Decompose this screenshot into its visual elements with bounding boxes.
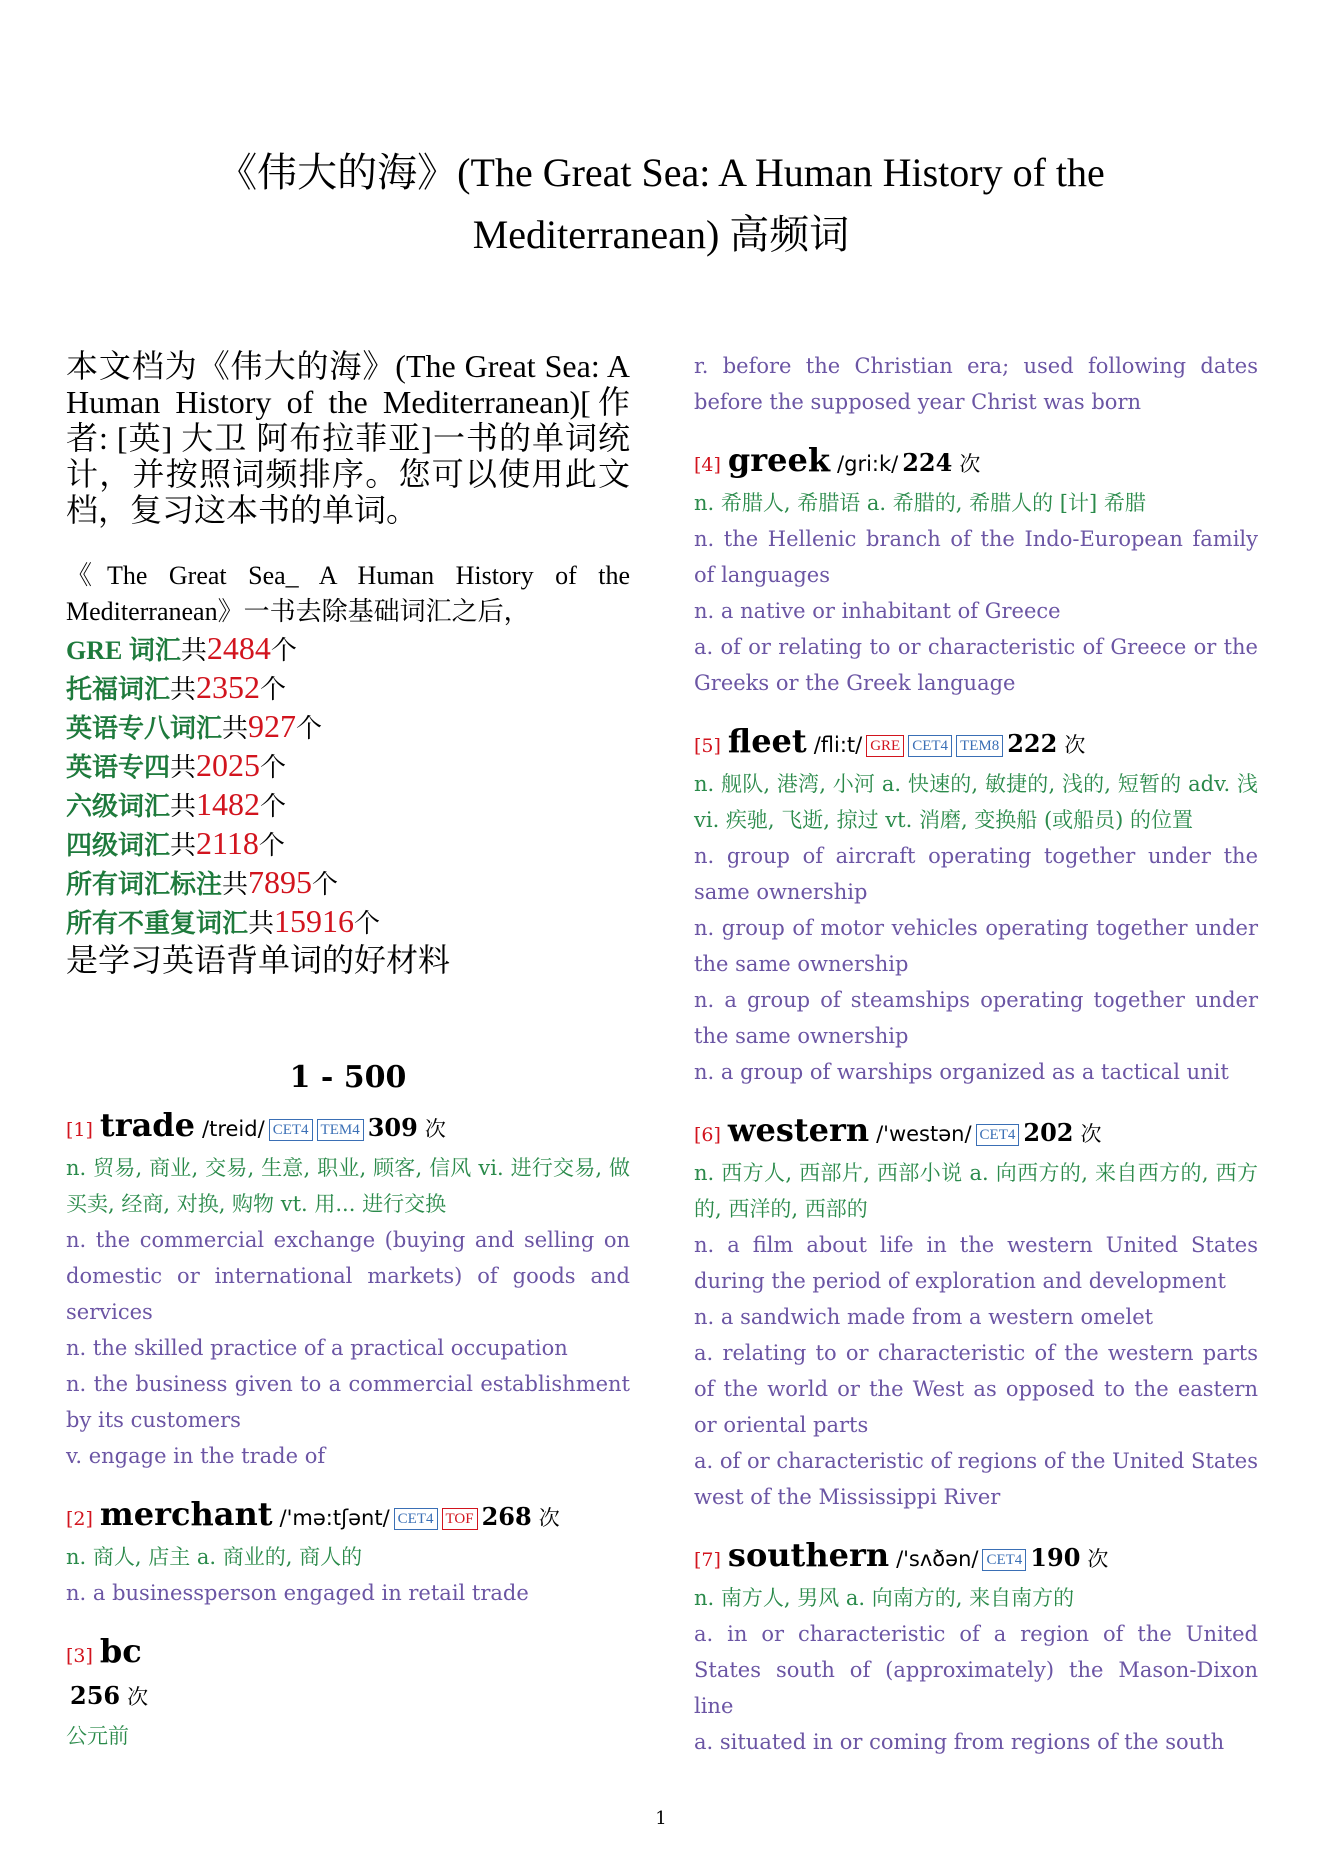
entry-count: 202 [1023,1118,1074,1147]
word-entry [694,1535,1258,1760]
stat-mid: 共 [180,636,207,665]
english-definition: a. relating to or characteristic of the western parts of the world or the West as opposed to the eastern or oriental parts [694,1341,1258,1437]
entry-count-unit: 次 [1087,1547,1109,1571]
english-definition: n. the business given to a commercial establishment by its customers [66,1372,630,1432]
stat-mid: 共 [170,831,197,860]
stat-unit: 个 [260,753,287,782]
right-entries [694,348,1258,1760]
word-entry [66,1105,630,1474]
entry-word: southern [727,1536,890,1574]
english-definition: n. group of aircraft operating together under the same ownership [694,844,1258,904]
stat-unit: 个 [354,909,381,938]
english-definition: a. of or relating to or characteristic of Greece or the Greeks or the Greek language [694,635,1258,695]
word-entry [694,721,1258,1090]
stat-row [66,786,630,825]
entry-head [66,1105,630,1150]
chinese-definition: n. 西方人, 西部片, 西部小说 a. 向西方的, 来自西方的, 西方的, 西洋的, 西部的 [694,1161,1258,1221]
entry-phonetic: /treid/ [202,1117,265,1141]
entry-word: merchant [99,1495,273,1533]
entry-word: trade [99,1106,196,1144]
english-definition: r. before the Christian era; used following dates before the supposed year Christ was born [694,354,1258,414]
english-definition: a. in or characteristic of a region of the United States south of (approximately) the Mason-Dixon line [694,1622,1258,1718]
level-tag: CET4 [269,1119,313,1141]
entry-count: 222 [1007,729,1058,758]
entry-count-unit: 次 [959,452,981,476]
entry-index: [2] [66,1508,93,1530]
entry-index: [3] [66,1645,93,1667]
level-tag: TEM8 [956,735,1003,757]
stat-row [66,747,630,786]
entry-head [694,1110,1258,1155]
title-line-1: 《伟大的海》(The Great Sea: A Human History of the [217,150,1105,195]
stat-number: 7895 [248,864,313,900]
word-entry [66,1494,630,1611]
stat-row [66,708,630,747]
intro-summary: 《The Great Sea_ A Human History of the Mediterranean》一书去除基础词汇之后， [66,561,630,626]
stat-unit: 个 [270,636,297,665]
english-definition: v. engage in the trade of [66,1444,326,1468]
chinese-definition: n. 舰队, 港湾, 小河 a. 快速的, 敏捷的, 浅的, 短暂的 adv. 浅 vi. 疾驰, 飞逝, 掠过 vt. 消磨, 变换船 (或船员) 的位置 [694,772,1258,832]
left-column [66,348,630,1774]
chinese-definition: n. 贸易, 商业, 交易, 生意, 职业, 顾客, 信风 vi. 进行交易, 做买卖, 经商, 对换, 购物 vt. 用... 进行交换 [66,1156,630,1216]
english-definition: n. a group of steamships operating together under the same ownership [694,988,1258,1048]
stat-mid: 共 [222,870,249,899]
page-number: 1 [655,1808,667,1829]
chinese-definition: n. 希腊人, 希腊语 a. 希腊的, 希腊人的 [计] 希腊 [694,491,1146,515]
entry-count-unit: 次 [1080,1122,1102,1146]
stat-unit: 个 [258,831,285,860]
stat-label: 四级词汇 [66,831,171,860]
entry-count: 268 [481,1502,532,1531]
entry-phonetic: /'sʌðən/ [896,1547,979,1571]
entry-count-line [66,1676,630,1718]
entry-count-unit: 次 [538,1506,560,1530]
word-entry [694,348,1258,420]
entry-count: 256 [70,1681,121,1710]
english-definition: n. a group of warships organized as a tactical unit [694,1060,1229,1084]
level-tag: GRE [866,735,904,757]
entry-count: 224 [902,448,953,477]
entry-head [694,721,1258,766]
entry-index: [4] [694,454,721,476]
entry-word: western [727,1111,870,1149]
stat-number: 2025 [196,747,261,783]
entry-phonetic: /'westən/ [876,1122,972,1146]
word-entry [694,440,1258,701]
english-definition: a. of or characteristic of regions of the United States west of the Mississippi River [694,1449,1258,1509]
level-tag: CET4 [394,1508,438,1530]
level-tag: CET4 [982,1549,1026,1571]
entry-phonetic: /gri:k/ [837,452,899,476]
entry-phonetic: /'mə:tʃənt/ [279,1506,390,1530]
entry-head [66,1494,630,1539]
word-entry [66,1631,630,1754]
entry-head [694,440,1258,485]
right-column [694,348,1258,1780]
entry-count: 190 [1030,1543,1081,1572]
stat-unit: 个 [312,870,339,899]
entry-word: greek [727,441,831,479]
english-definition: n. a businessperson engaged in retail trade [66,1581,529,1605]
entry-index: [5] [694,735,721,757]
english-definition: n. a native or inhabitant of Greece [694,599,1061,623]
english-definition: n. the commercial exchange (buying and selling on domestic or international markets) of goods and services [66,1228,630,1324]
entry-index: [7] [694,1549,721,1571]
entry-index: [1] [66,1119,93,1141]
closing-line: 是学习英语背单词的好材料 [66,942,451,978]
stat-label: 托福词汇 [66,675,171,704]
chinese-definition: n. 南方人, 男风 a. 向南方的, 来自南方的 [694,1586,1075,1610]
entry-index: [6] [694,1124,721,1146]
entry-count-unit: 次 [127,1685,149,1709]
english-definition: n. the skilled practice of a practical occupation [66,1336,568,1360]
stat-label: 六级词汇 [66,792,171,821]
stat-mid: 共 [222,714,249,743]
stat-row [66,669,630,708]
level-tag: CET4 [976,1124,1020,1146]
intro-paragraph: 本文档为《伟大的海》(The Great Sea: A Human History of the Mediterranean)[作者: [英] 大卫 阿布拉菲亚]一书的单词统计，并按照词频排序。您可以使用此文档，复习这本书的单词。 [66,348,630,528]
entry-count-unit: 次 [1064,733,1086,757]
stat-label: 英语专八词汇 [66,714,223,743]
stat-number: 2118 [196,825,259,861]
english-definition: n. group of motor vehicles operating together under the same ownership [694,916,1258,976]
stat-row [66,903,630,942]
stat-unit: 个 [260,675,287,704]
stat-mid: 共 [170,792,197,821]
stat-unit: 个 [296,714,323,743]
english-definition: n. the Hellenic branch of the Indo-European family of languages [694,527,1258,587]
stat-mid: 共 [170,753,197,782]
document-title [0,142,1322,266]
stat-mid: 共 [170,675,197,704]
stat-mid: 共 [248,909,275,938]
level-tag: TEM4 [317,1119,364,1141]
level-tag: TOF [442,1508,478,1530]
stat-number: 2352 [196,669,261,705]
entry-head [66,1631,630,1676]
stat-unit: 个 [260,792,287,821]
entry-count-unit: 次 [424,1117,446,1141]
word-entry [694,1110,1258,1515]
level-tag: CET4 [908,735,952,757]
stat-label: 英语专四 [66,753,171,782]
stat-row [66,630,630,669]
entry-phonetic: /fli:t/ [813,733,863,757]
title-line-2: Mediterranean) 高频词 [472,212,850,257]
stat-number: 2484 [206,630,271,666]
english-definition: a. situated in or coming from regions of the south [694,1730,1225,1754]
chinese-definition: 公元前 [66,1724,129,1748]
chinese-definition: n. 商人, 店主 a. 商业的, 商人的 [66,1545,363,1569]
stat-number: 1482 [196,786,261,822]
english-definition: n. a film about life in the western United States during the period of exploration and development [694,1233,1258,1293]
stat-row [66,864,630,903]
entry-word: fleet [727,722,807,760]
stat-row [66,825,630,864]
stats-list [66,630,630,942]
stat-label: 所有不重复词汇 [66,909,249,938]
stat-number: 15916 [274,903,355,939]
left-entries [66,1105,630,1754]
section-heading: 1 - 500 [289,1060,407,1095]
stat-number: 927 [248,708,297,744]
entry-count: 309 [367,1113,418,1142]
stat-label: 所有词汇标注 [66,870,223,899]
entry-head [694,1535,1258,1580]
stat-label: GRE 词汇 [66,636,181,665]
entry-word: bc [99,1632,142,1670]
english-definition: n. a sandwich made from a western omelet [694,1305,1154,1329]
